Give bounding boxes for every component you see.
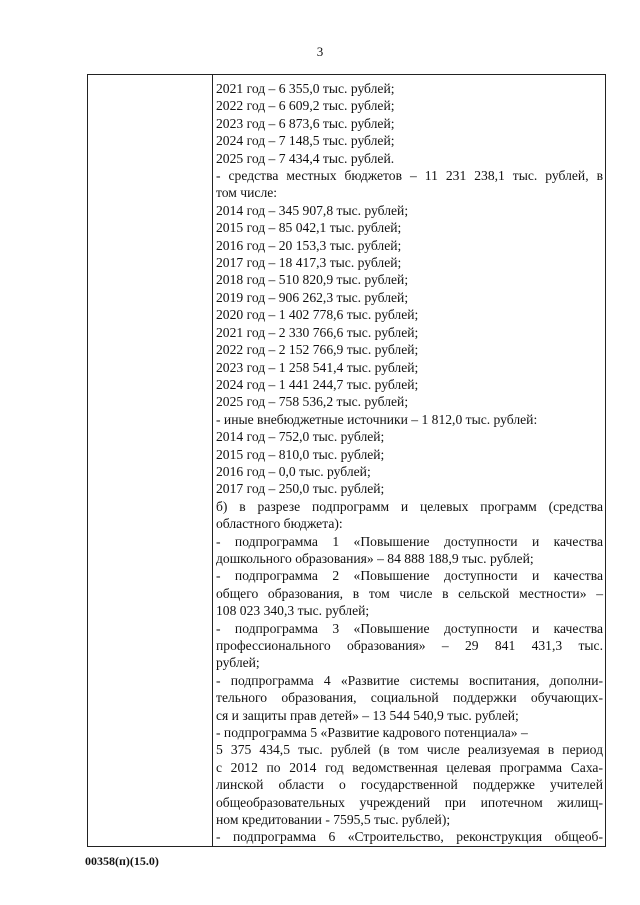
text-line: 2015 год – 810,0 тыс. рублей; — [216, 446, 385, 462]
text-line: линской области о государственной поддержке учителей — [216, 777, 603, 793]
text-line: дошкольного образования» – 84 888 188,9 тыс. рублей; — [216, 550, 534, 566]
text-line: общеобразовательных учреждений при ипотечном жилищ- — [216, 794, 603, 810]
text-line: - подпрограмма 2 «Повышение доступности и качества — [216, 568, 603, 584]
text-line: рублей; — [216, 655, 260, 671]
text-line: 108 023 340,3 тыс. рублей; — [216, 603, 370, 619]
text-line: ном кредитовании - 7595,5 тыс. рублей); — [216, 812, 451, 828]
text-line: - подпрограмма 3 «Повышение доступности и качества — [216, 620, 603, 636]
text-line: 2014 год – 752,0 тыс. рублей; — [216, 429, 385, 445]
text-line: 5 375 434,5 тыс. рублей (в том числе реализуемая в период — [216, 742, 603, 758]
text-line: - подпрограмма 6 «Строительство, реконструкция общеоб- — [216, 829, 603, 845]
text-line: областного бюджета): — [216, 516, 343, 532]
text-line: 2025 год – 758 536,2 тыс. рублей; — [216, 394, 409, 410]
text-line: 2021 год – 6 355,0 тыс. рублей; — [216, 81, 395, 96]
text-line: - подпрограмма 5 «Развитие кадрового потенциала» – — [216, 725, 528, 741]
text-line: 2016 год – 0,0 тыс. рублей; — [216, 463, 371, 479]
text-line: с 2012 по 2014 год ведомственная целевая программа Саха- — [216, 759, 603, 775]
document-code: 00358(п)(15.0) — [85, 854, 159, 868]
text-line: 2021 год – 2 330 766,6 тыс. рублей; — [216, 324, 419, 340]
text-line: 2019 год – 906 262,3 тыс. рублей; — [216, 289, 409, 305]
text-line: 2015 год – 85 042,1 тыс. рублей; — [216, 220, 402, 236]
text-line: тельного образования, социальной поддержки обучающих- — [216, 690, 603, 706]
text-line: 2022 год – 6 609,2 тыс. рублей; — [216, 98, 395, 114]
text-line: 2014 год – 345 907,8 тыс. рублей; — [216, 202, 409, 218]
text-line: 2018 год – 510 820,9 тыс. рублей; — [216, 272, 409, 288]
text-line: 2023 год – 1 258 541,4 тыс. рублей; — [216, 359, 419, 375]
column-divider — [212, 75, 213, 846]
text-line: 2017 год – 250,0 тыс. рублей; — [216, 481, 385, 497]
page-number: 3 — [316, 44, 324, 59]
text-line: 2024 год – 7 148,5 тыс. рублей; — [216, 133, 395, 149]
text-line: общего образования, в том числе в сельской местности» – — [216, 585, 603, 601]
text-line: том числе: — [216, 185, 278, 201]
text-line: 2017 год – 18 417,3 тыс. рублей; — [216, 255, 402, 271]
text-line: - иные внебюджетные источники – 1 812,0 тыс. рублей: — [216, 411, 538, 427]
text-line: 2023 год – 6 873,6 тыс. рублей; — [216, 115, 395, 131]
text-line: 2024 год – 1 441 244,7 тыс. рублей; — [216, 376, 419, 392]
text-line: 2016 год – 20 153,3 тыс. рублей; — [216, 237, 402, 253]
text-line: 2020 год – 1 402 778,6 тыс. рублей; — [216, 307, 419, 323]
table-cell-content — [216, 80, 603, 846]
text-line: 2025 год – 7 434,4 тыс. рублей. — [216, 150, 395, 166]
table-frame — [87, 74, 606, 847]
text-line: ся и защиты прав детей» – 13 544 540,9 тыс. рублей; — [216, 707, 519, 723]
text-line: профессионального образования» – 29 841 431,3 тыс. — [216, 638, 603, 653]
text-line: - подпрограмма 1 «Повышение доступности и качества — [216, 533, 603, 549]
text-line: - средства местных бюджетов – 11 231 238,1 тыс. рублей, в — [216, 168, 603, 184]
text-line: б) в разрезе подпрограмм и целевых программ (средства — [216, 498, 603, 514]
text-line: - подпрограмма 4 «Развитие системы воспитания, дополни- — [216, 672, 603, 688]
text-line: 2022 год – 2 152 766,9 тыс. рублей; — [216, 342, 419, 358]
